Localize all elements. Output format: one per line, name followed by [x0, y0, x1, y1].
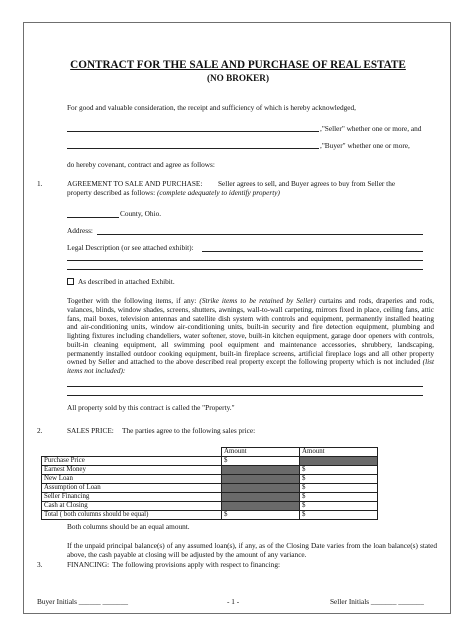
shaded-cell: [300, 456, 378, 465]
county-field[interactable]: [67, 217, 119, 218]
legal-description-field-3[interactable]: [67, 269, 423, 270]
section-3-heading: FINANCING:: [67, 560, 110, 569]
property-note: All property sold by this contract is called the "Property.": [67, 403, 235, 412]
row-label-new-loan: New Loan: [42, 474, 222, 483]
table-row: [42, 492, 378, 501]
section-1-text-b-italic: (complete adequately to identify property): [156, 188, 280, 197]
table-row: [42, 465, 378, 474]
legal-description-field-2[interactable]: [67, 260, 423, 261]
unpaid-balance-note: If the unpaid principal balance(s) of any assumed loan(s), if any, as of the Closing Date varies from the loan balance(s) stated above, the cash payable at closing will be adjusted by the amount of any variance.: [67, 541, 437, 559]
row-label-total: Total ( both columns should be equal): [42, 510, 222, 519]
seller-financing-amount-field[interactable]: $: [300, 492, 378, 501]
included-items-intro-b: curtains and rods, draperies and: [318, 296, 417, 305]
section-2-text: The parties agree to the following sales price:: [122, 426, 256, 435]
section-3-text: The following provisions apply with respect to financing:: [112, 560, 280, 569]
page-subtitle: (NO BROKER): [206, 73, 269, 83]
county-label: County, Ohio.: [120, 209, 162, 218]
section-1-text-a: Seller agrees to sell, and Buyer agrees to buy from Seller the: [218, 179, 396, 188]
table-row: [42, 510, 378, 519]
included-items-list: rods, valances, blinds, window shades, screens, shutters, awnings, wall-to-wall carpeting, mirrors fixed in place, ceiling fans, attic fans, mail boxes, television antennas and satellite dish system with controls and equipment, permanently installed heating and air-conditioning units, window air-conditioning units, built-in security and fire detection equipment, plumbing and lighting fixtures including chandeliers, water softener, stove, built-in kitchen equipment, garage door openers with controls, built-in cleaning equipment, all swimming pool equipment and maintenance accessories, shrubbery, landscaping, permanently installed outdoor cooking equipment, built-in fireplace screens, artificial fireplace logs and all other property owned by Seller and attached to the above described real property except the following property which is not included: [67, 296, 434, 367]
row-label-assumption-of-loan: Assumption of Loan: [42, 483, 222, 492]
shaded-cell: [222, 474, 300, 483]
contract-page: [23, 22, 451, 614]
included-items-italic: (Strike items to be retained by Seller): [199, 296, 316, 305]
row-label-cash-at-closing: Cash at Closing: [42, 501, 222, 510]
section-1-heading: AGREEMENT TO SALE AND PURCHASE:: [67, 179, 203, 188]
earnest-money-amount-field[interactable]: $: [300, 465, 378, 474]
intro-text: For good and valuable consideration, the receipt and sufficiency of which is hereby acknowledged,: [67, 103, 357, 112]
section-3-number: 3.: [37, 560, 43, 569]
column-header-amount-1: Amount: [222, 448, 300, 457]
exhibit-checkbox[interactable]: [67, 278, 74, 285]
shaded-cell: [222, 483, 300, 492]
sales-price-table: [41, 447, 378, 520]
excluded-items-field-1[interactable]: [67, 386, 423, 387]
included-items-intro: Together with the following items, if any:: [67, 296, 197, 305]
equal-columns-note: Both columns should be an equal amount.: [67, 522, 190, 531]
section-1-text-b: [67, 189, 280, 197]
section-1-number: 1.: [37, 179, 43, 188]
seller-name-field[interactable]: [67, 131, 319, 132]
row-label-purchase-price: Purchase Price: [42, 456, 222, 465]
assumption-of-loan-amount-field[interactable]: $: [300, 483, 378, 492]
seller-initials[interactable]: Seller Initials _______ _______: [330, 597, 424, 606]
row-label-seller-financing: Seller Financing: [42, 492, 222, 501]
total-amount-field-2[interactable]: $: [300, 510, 378, 519]
included-items-paragraph: [67, 297, 434, 376]
covenant-text: do hereby covenant, contract and agree as follows:: [67, 160, 215, 169]
table-row: [42, 474, 378, 483]
address-field[interactable]: [97, 234, 423, 235]
buyer-label: ,"Buyer" whether one or more,: [320, 141, 410, 150]
excluded-items-field-2[interactable]: [67, 395, 423, 396]
included-items-end: (list items not included):: [67, 357, 434, 375]
legal-description-field-1[interactable]: [202, 251, 423, 252]
cash-at-closing-amount-field[interactable]: $: [300, 501, 378, 510]
exhibit-label: As described in attached Exhibit.: [78, 277, 175, 286]
seller-label: ,"Seller" whether one or more, and: [320, 124, 422, 133]
purchase-price-amount-field[interactable]: $: [222, 456, 300, 465]
shaded-cell: [222, 492, 300, 501]
total-amount-field-1[interactable]: $: [222, 510, 300, 519]
buyer-initials[interactable]: Buyer Initials ______ _______: [37, 597, 129, 606]
column-header-amount-2: Amount: [300, 448, 378, 457]
section-1-text-b-plain: property described as follows:: [67, 188, 156, 197]
new-loan-amount-field[interactable]: $: [300, 474, 378, 483]
table-row: [42, 456, 378, 465]
page-title: CONTRACT FOR THE SALE AND PURCHASE OF REAL ESTATE: [70, 59, 406, 71]
section-2-heading: SALES PRICE:: [67, 426, 114, 435]
table-row: [42, 483, 378, 492]
address-label: Address:: [67, 226, 93, 235]
page-number: - 1 -: [227, 597, 240, 606]
row-label-earnest-money: Earnest Money: [42, 465, 222, 474]
buyer-name-field[interactable]: [67, 148, 319, 149]
shaded-cell: [222, 465, 300, 474]
table-row: [42, 501, 378, 510]
shaded-cell: [222, 501, 300, 510]
table-header-row: [42, 448, 378, 457]
section-2-number: 2.: [37, 426, 43, 435]
legal-description-label: Legal Description (or see attached exhibit):: [67, 243, 194, 252]
